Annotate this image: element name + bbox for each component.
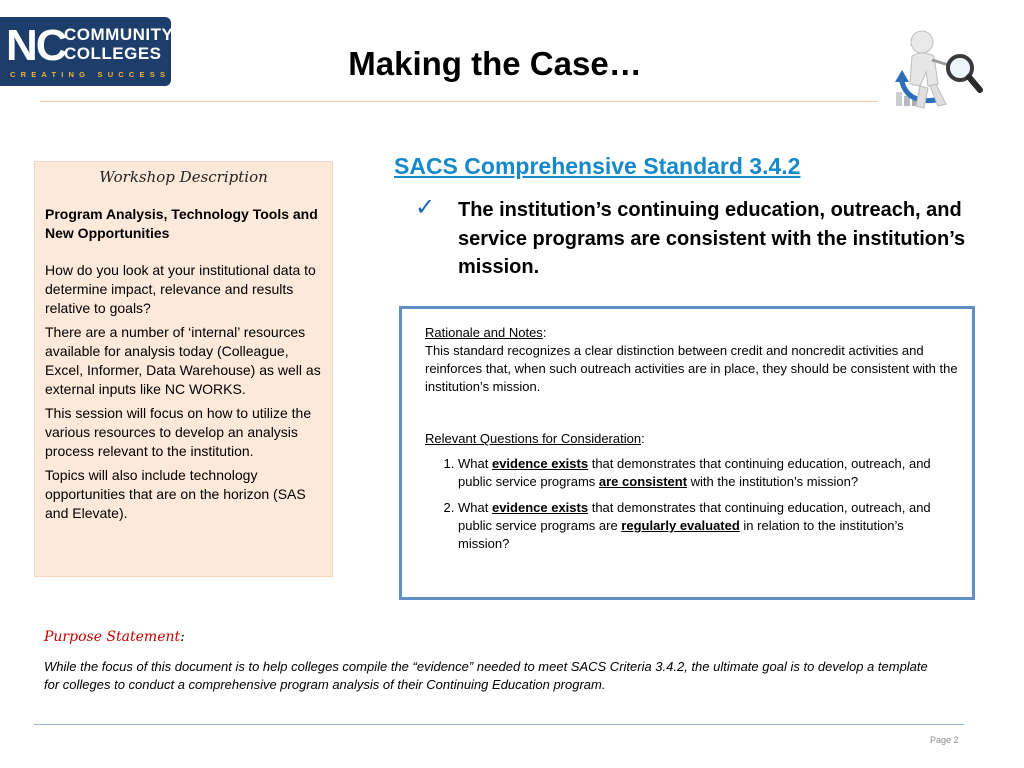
q-text: that demonstrates that continuing education, outreach, and public service programs <box>458 456 931 489</box>
magnifier-figure-icon <box>878 22 990 127</box>
rationale-label: Rationale and Notes <box>425 325 543 340</box>
top-divider <box>40 101 878 102</box>
purpose-colon: : <box>180 629 185 645</box>
rationale-box <box>399 306 975 600</box>
questions-label-line <box>425 430 958 448</box>
logo-line2: COLLEGES <box>64 44 162 63</box>
check-icon: ✓ <box>415 194 436 221</box>
logo-line1: COMMUNITY <box>64 25 174 44</box>
questions-list <box>425 455 958 553</box>
q-emphasis: evidence exists <box>491 500 589 515</box>
rationale-text: This standard recognizes a clear distinction between credit and noncredit activities and reinforces that, when such outreach activities are in place, they should be consistent with the institution’s mission. <box>425 343 958 394</box>
page-title: Making the Case… <box>348 45 642 82</box>
workshop-description-box <box>34 161 333 577</box>
q-text: What <box>458 500 492 515</box>
purpose-label: Purpose Statement <box>44 629 181 645</box>
workshop-paragraph: Topics will also include technology opportunities that are on the horizon (SAS and Elevate). <box>45 467 306 521</box>
bottom-divider <box>34 724 964 725</box>
purpose-text: While the focus of this document is to help colleges compile the “evidence” needed to meet SACS Criteria 3.4.2, the ultimate goal is to develop a template for colleges to conduct a comprehensive program analysis of their Continuing Education program. <box>44 659 928 692</box>
page-number: Page 2 <box>930 735 959 745</box>
q-text: that demonstrates that continuing education, outreach, and public service programs are <box>458 500 931 533</box>
workshop-paragraph: There are a number of ‘internal’ resources available for analysis today (Colleague, Excel, Informer, Data Warehouse) as well as external inputs like NC WORKS. <box>45 324 321 397</box>
q-text: What <box>458 456 492 471</box>
q-emphasis: evidence exists <box>491 456 589 471</box>
list-item <box>458 499 958 553</box>
questions-colon: : <box>641 431 645 446</box>
logo-nc: NC <box>6 21 66 70</box>
list-item <box>458 455 958 491</box>
workshop-paragraph: This session will focus on how to utilize the various resources to develop an analysis process relevant to the institution. <box>45 405 312 459</box>
workshop-paragraph: How do you look at your institutional data to determine impact, relevance and results relative to goals? <box>45 262 316 316</box>
q-emphasis: regularly evaluated <box>621 518 740 533</box>
spacer <box>425 396 958 430</box>
workshop-subtitle: Program Analysis, Technology Tools and New Opportunities <box>45 206 318 241</box>
q-emphasis: are consistent <box>598 474 688 489</box>
rationale-colon: : <box>542 325 547 340</box>
sacs-standard-heading: SACS Comprehensive Standard 3.4.2 <box>394 153 801 179</box>
purpose-label-line <box>44 627 185 647</box>
rationale-label-line <box>425 324 958 342</box>
standard-statement: The institution’s continuing education, outreach, and service programs are consistent with the institution’s mission. <box>458 199 966 278</box>
q-text: with the institution’s mission? <box>687 474 859 489</box>
questions-label: Relevant Questions for Consideration <box>425 431 642 446</box>
q-text: in relation to the institution’s mission? <box>458 518 904 551</box>
workshop-heading: Workshop Description <box>99 168 268 186</box>
logo-tagline: CREATING SUCCESS <box>10 70 171 79</box>
